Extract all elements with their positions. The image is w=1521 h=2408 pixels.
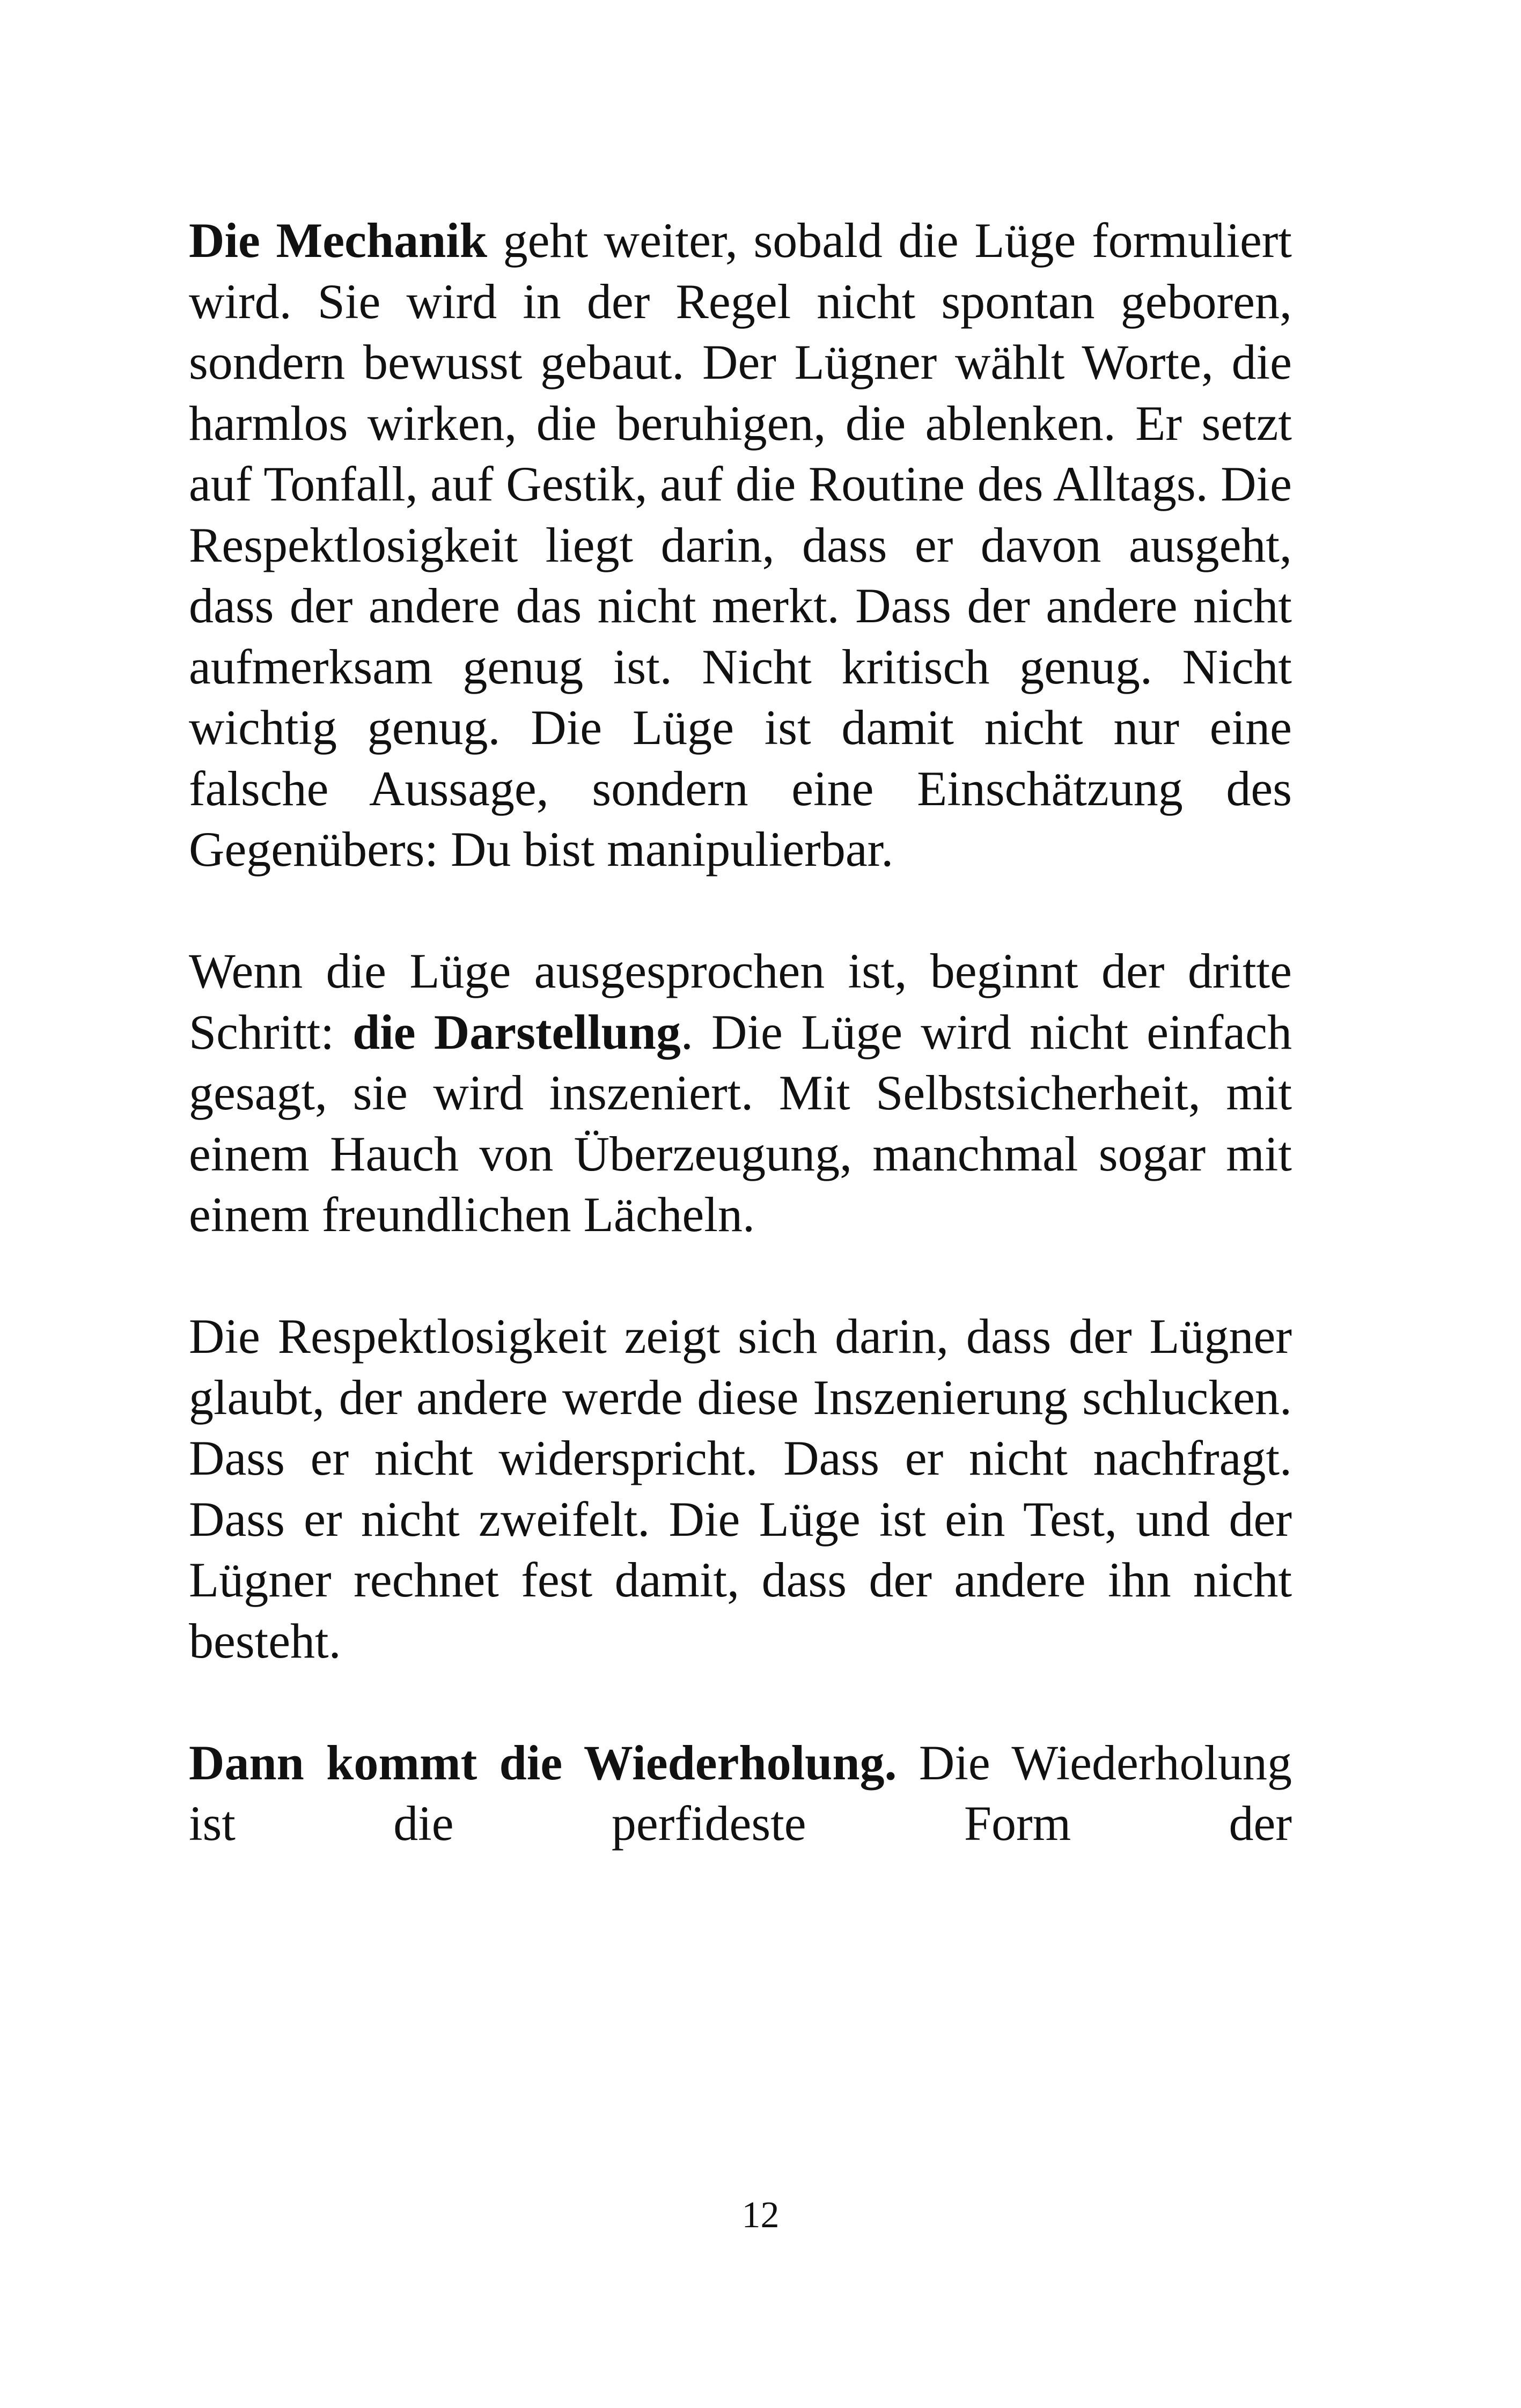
paragraph-darstellung-after: . Die Lüge wird nicht einfach gesagt, sie wird inszeniert. Mit Selbstsicherheit, mit einem Hauch von Überzeugung, manchmal sogar mit einem freundlichen Lächeln.: [189, 1004, 1292, 1242]
paragraph-wiederholung-text: Die Wiederholung ist die perfideste Form der: [189, 1735, 1292, 1851]
bold-lead-mechanik: Die Mechanik: [189, 213, 488, 268]
paragraph-mechanik: [189, 210, 1292, 880]
bold-term-darstellung: die Darstellung: [352, 1004, 681, 1059]
page-number: 12: [741, 2195, 780, 2236]
paragraph-respektlosigkeit: [189, 1306, 1292, 1671]
paragraph-darstellung-before: Wenn die Lüge ausgesprochen ist, beginnt der dritte Schritt:: [189, 944, 1292, 1059]
paragraph-mechanik-text: geht weiter, sobald die Lüge formuliert wird. Sie wird in der Regel nicht spontan geboren, sondern bewusst gebaut. Der Lügner wählt Worte, die harmlos wirken, die beruhigen, die ablenken. Er setzt auf Tonfall, auf Gestik, auf die Routine des Alltags. Die Respektlosigkeit liegt darin, dass er davon ausgeht, dass der andere das nicht merkt. Dass der andere nicht aufmerksam genug ist. Nicht kritisch genug. Nicht wichtig genug. Die Lüge ist damit nicht nur eine falsche Aussage, sondern eine Einschätzung des Gegenübers: Du bist manipulierbar.: [189, 213, 1292, 877]
paragraph-darstellung: [189, 941, 1292, 1246]
body-text: [189, 210, 1292, 1854]
paragraph-wiederholung: [189, 1733, 1292, 1854]
bold-lead-wiederholung: Dann kommt die Wiederholung.: [189, 1735, 897, 1790]
paragraph-respektlosigkeit-text: Die Respektlosigkeit zeigt sich darin, dass der Lügner glaubt, der andere werde diese Inszenierung schlucken. Dass er nicht widerspricht. Dass er nicht nachfragt. Dass er nicht zweifelt. Die Lüge ist ein Test, und der Lügner rechnet fest damit, dass der andere ihn nicht besteht.: [189, 1309, 1292, 1668]
